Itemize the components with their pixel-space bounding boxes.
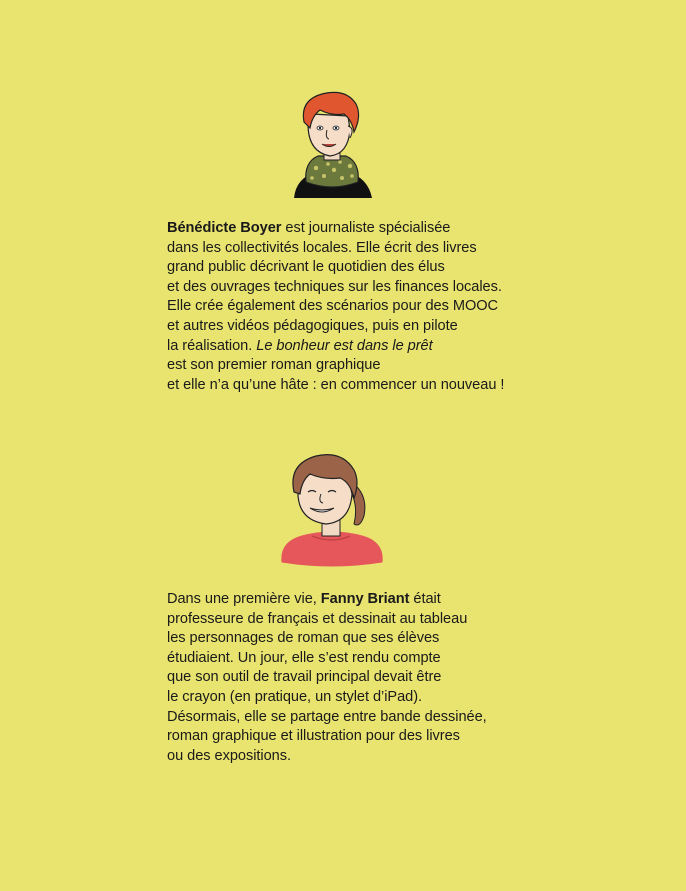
bio-line: les personnages de roman que ses élèves — [167, 630, 440, 647]
portrait-face — [298, 474, 352, 524]
portrait-face — [308, 114, 350, 156]
bio-line: et des ouvrages techniques sur les finances locales. — [167, 278, 502, 295]
bio-line: étudiaient. Un jour, elle s’est rendu compte — [167, 649, 441, 666]
bio-line: que son outil de travail principal devait être — [167, 669, 442, 686]
bio-line: grand public décrivant le quotidien des élus — [167, 259, 445, 276]
bio-line: Elle crée également des scénarios pour des MOOC — [167, 298, 499, 315]
author-bio-fanny-briant — [167, 590, 487, 766]
author-name: Fanny Briant — [320, 591, 410, 607]
bio-line: ou des expositions. — [167, 747, 291, 764]
portrait-scarf — [306, 156, 359, 187]
bio-line: dans les collectivités locales. Elle écrit des livres — [167, 239, 477, 256]
bio-line: Dans une première vie, Fanny Briant était — [167, 591, 441, 607]
bio-line: Désormais, elle se partage entre bande dessinée, — [167, 708, 487, 725]
portrait-sweater — [282, 532, 382, 566]
portrait-fanny-briant — [276, 444, 388, 568]
bio-line: Bénédicte Boyer est journaliste spécialisée — [167, 220, 451, 236]
bio-line: est son premier roman graphique — [167, 357, 381, 374]
bio-line: professeure de français et dessinait au tableau — [167, 610, 468, 627]
bio-line: et elle n’a qu’une hâte : en commencer un nouveau ! — [167, 376, 505, 393]
book-title: Le bonheur est dans le prêt — [256, 337, 433, 354]
bio-line: et autres vidéos pédagogiques, puis en pilote — [167, 317, 458, 334]
bio-line: la réalisation. Le bonheur est dans le prêt — [167, 337, 433, 354]
portrait-benedicte-boyer — [282, 86, 382, 202]
author-name: Bénédicte Boyer — [167, 220, 282, 236]
author-bio-benedicte-boyer — [167, 219, 504, 395]
bio-line: le crayon (en pratique, un stylet d’iPad). — [167, 688, 423, 705]
bio-line: roman graphique et illustration pour des livres — [167, 728, 460, 745]
